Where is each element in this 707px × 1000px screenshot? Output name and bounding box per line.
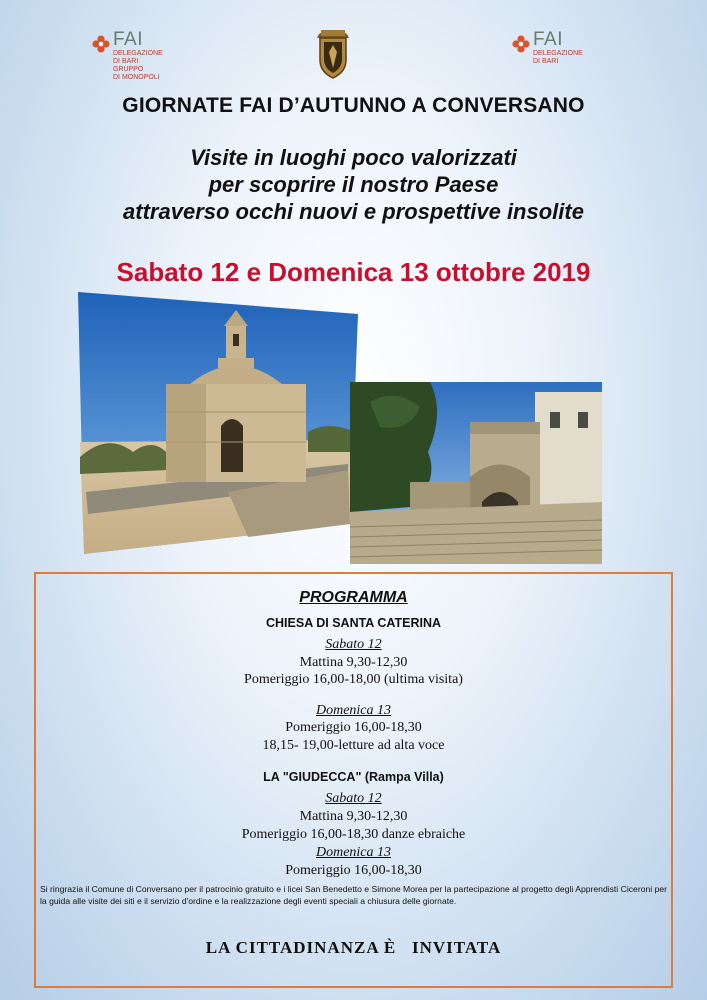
venue-1-name: CHIESA DI SANTA CATERINA xyxy=(266,616,441,630)
thanks-note: Si ringrazia il Comune di Conversano per il patrocinio gratuito e i licei San Benedetto e Simone Morea per la partecipazione al progetto degli Apprendisti Ciceroni per la guida alle visite dei siti e il servizio d'ordine e la realizzazione degli eventi speciali a chiusura delle giornate. xyxy=(40,884,667,906)
fai-sub-3: GRUPPO xyxy=(113,66,144,73)
venue-2-name: LA "GIUDECCA" (Rampa Villa) xyxy=(263,770,444,784)
venue-2-day-1: Sabato 12 xyxy=(325,791,382,806)
fai-name: FAI xyxy=(533,29,564,50)
venue-1-day-1-line-2: Pomeriggio 16,00-18,00 (ultima visita) xyxy=(244,672,463,687)
venue-2-day-1-line-1: Mattina 9,30-12,30 xyxy=(299,809,408,824)
program-heading: PROGRAMMA xyxy=(299,589,408,606)
subtitle-line-2: per scoprire il nostro Paese xyxy=(208,172,499,197)
church-photo xyxy=(78,292,358,554)
venue-2-day-2-line-1: Pomeriggio 16,00-18,30 xyxy=(285,863,422,878)
invitation-line: LA CITTADINANZA È INVITATA xyxy=(205,938,502,957)
page-title: GIORNATE FAI D’AUTUNNO A CONVERSANO xyxy=(122,94,585,117)
fai-sub-1: DELEGAZIONE xyxy=(533,50,583,57)
fai-logo-right xyxy=(512,30,583,66)
venue-2-day-1-line-2: Pomeriggio 16,00-18,30 danze ebraiche xyxy=(241,827,466,842)
giudecca-photo xyxy=(350,382,602,564)
fai-logo-left xyxy=(92,30,163,82)
fai-name: FAI xyxy=(113,29,144,50)
subtitle-line-3: attraverso occhi nuovi e prospettive insolite xyxy=(123,199,584,224)
fai-sub-2: DI BARI xyxy=(533,58,559,65)
venue-1-day-2-line-2: 18,15- 19,00-letture ad alta voce xyxy=(262,738,445,753)
venue-1-day-1-line-1: Mattina 9,30-12,30 xyxy=(299,655,408,670)
fai-sub-2: DI BARI xyxy=(113,58,139,65)
fai-sub-1: DELEGAZIONE xyxy=(113,50,163,57)
venue-1-day-2-line-1: Pomeriggio 16,00-18,30 xyxy=(285,720,422,735)
conversano-crest-icon xyxy=(313,24,353,80)
venue-2-day-2: Domenica 13 xyxy=(315,845,392,860)
fai-flower-icon xyxy=(92,35,110,53)
venue-1-day-2: Domenica 13 xyxy=(315,703,392,718)
fai-sub-4: DI MONOPOLI xyxy=(113,74,160,81)
event-dates: Sabato 12 e Domenica 13 ottobre 2019 xyxy=(116,257,591,287)
fai-flower-icon xyxy=(512,35,530,53)
venue-1-day-1: Sabato 12 xyxy=(325,637,382,652)
subtitle xyxy=(0,144,707,225)
subtitle-line-1: Visite in luoghi poco valorizzati xyxy=(190,145,517,170)
